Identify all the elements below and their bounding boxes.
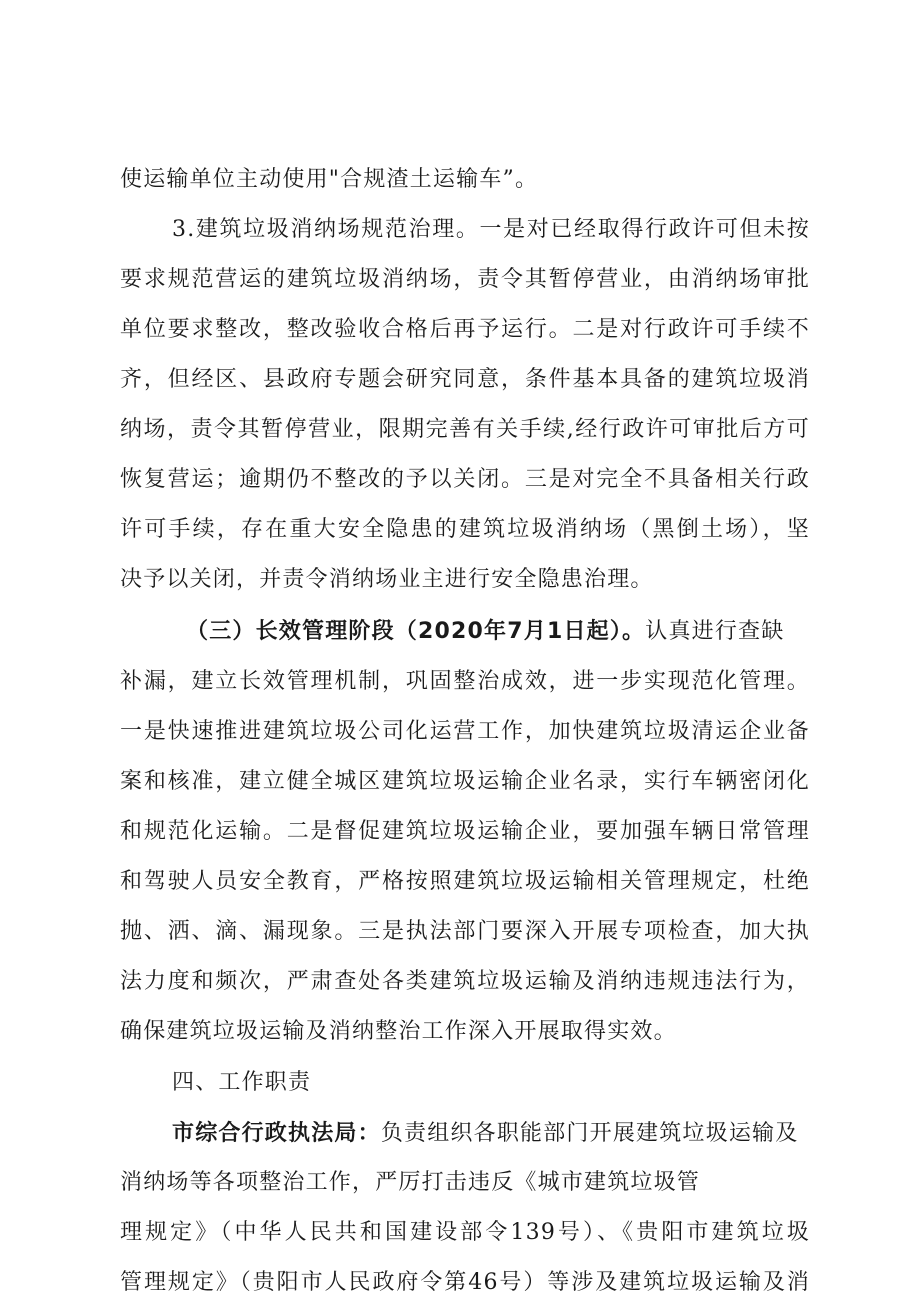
paragraph-line: 许可手续，存在重大安全隐患的建筑垃圾消纳场（黑倒土场），坚 <box>120 517 810 542</box>
paragraph-line: 要求规范营运的建筑垃圾消纳场，责令其暂停营业，由消纳场审批 <box>120 267 810 292</box>
paragraph-line: 决予以关闭，并责令消纳场业主进行安全隐患治理。 <box>120 567 654 592</box>
section-four-heading: 四、工作职责 <box>172 1070 312 1095</box>
paragraph-line: 和驾驶人员安全教育，严格按照建筑垃圾运输相关管理规定，杜绝 <box>120 869 810 894</box>
paragraph-line: 补漏，建立长效管理机制，巩固整治成效，进一步实现范化管理。 <box>120 669 810 694</box>
paragraph-line: 管理规定》（贵阳市人民政府令第46号）等涉及建筑垃圾运输及消 <box>120 1270 810 1295</box>
bureau-duty-text: 负责组织各职能部门开展建筑垃圾运输及 <box>380 1121 799 1146</box>
paragraph-line: 理规定》（中华人民共和国建设部令139号）、《贵阳市建筑垃圾 <box>120 1220 810 1245</box>
paragraph-line: 消纳场等各项整治工作，严厉打击违反《城市建筑垃圾管 <box>120 1170 701 1195</box>
paragraph-line: 法力度和频次，严肃查处各类建筑垃圾运输及消纳违规违法行为， <box>120 969 810 994</box>
section-three-title: （三）长效管理阶段（2020年7月1日起）。 <box>186 619 646 644</box>
section-three-text: 认真进行查缺 <box>645 619 785 644</box>
paragraph-line: 确保建筑垃圾运输及消纳整治工作深入开展取得实效。 <box>120 1019 677 1044</box>
paragraph-line: 恢复营运；逾期仍不整改的予以关闭。三是对完全不具备相关行政 <box>120 467 810 492</box>
paragraph-line: 3.建筑垃圾消纳场规范治理。一是对已经取得行政许可但未按 <box>172 217 810 242</box>
paragraph-line: 抛、洒、滴、漏现象。三是执法部门要深入开展专项检查，加大执 <box>120 919 810 944</box>
paragraph-line: 齐，但经区、县政府专题会研究同意，条件基本具备的建筑垃圾消 <box>120 367 810 392</box>
paragraph-line: 一是快速推进建筑垃圾公司化运营工作，加快建筑垃圾清运企业备 <box>120 719 810 744</box>
paragraph-line: 使运输单位主动使用"合规渣土运输车”。 <box>120 167 539 192</box>
bureau-label: 市综合行政执法局： <box>172 1121 381 1146</box>
paragraph-line: 和规范化运输。二是督促建筑垃圾运输企业，要加强车辆日常管理 <box>120 819 810 844</box>
paragraph-line: 单位要求整改，整改验收合格后再予运行。二是对行政许可手续不 <box>120 317 810 342</box>
paragraph-line: 案和核准，建立健全城区建筑垃圾运输企业名录，实行车辆密闭化 <box>120 769 810 794</box>
paragraph-line: 纳场，责令其暂停营业，限期完善有关手续,经行政许可审批后方可 <box>120 417 810 442</box>
bureau-duty-line <box>120 1117 810 1151</box>
section-three-line <box>120 615 810 649</box>
